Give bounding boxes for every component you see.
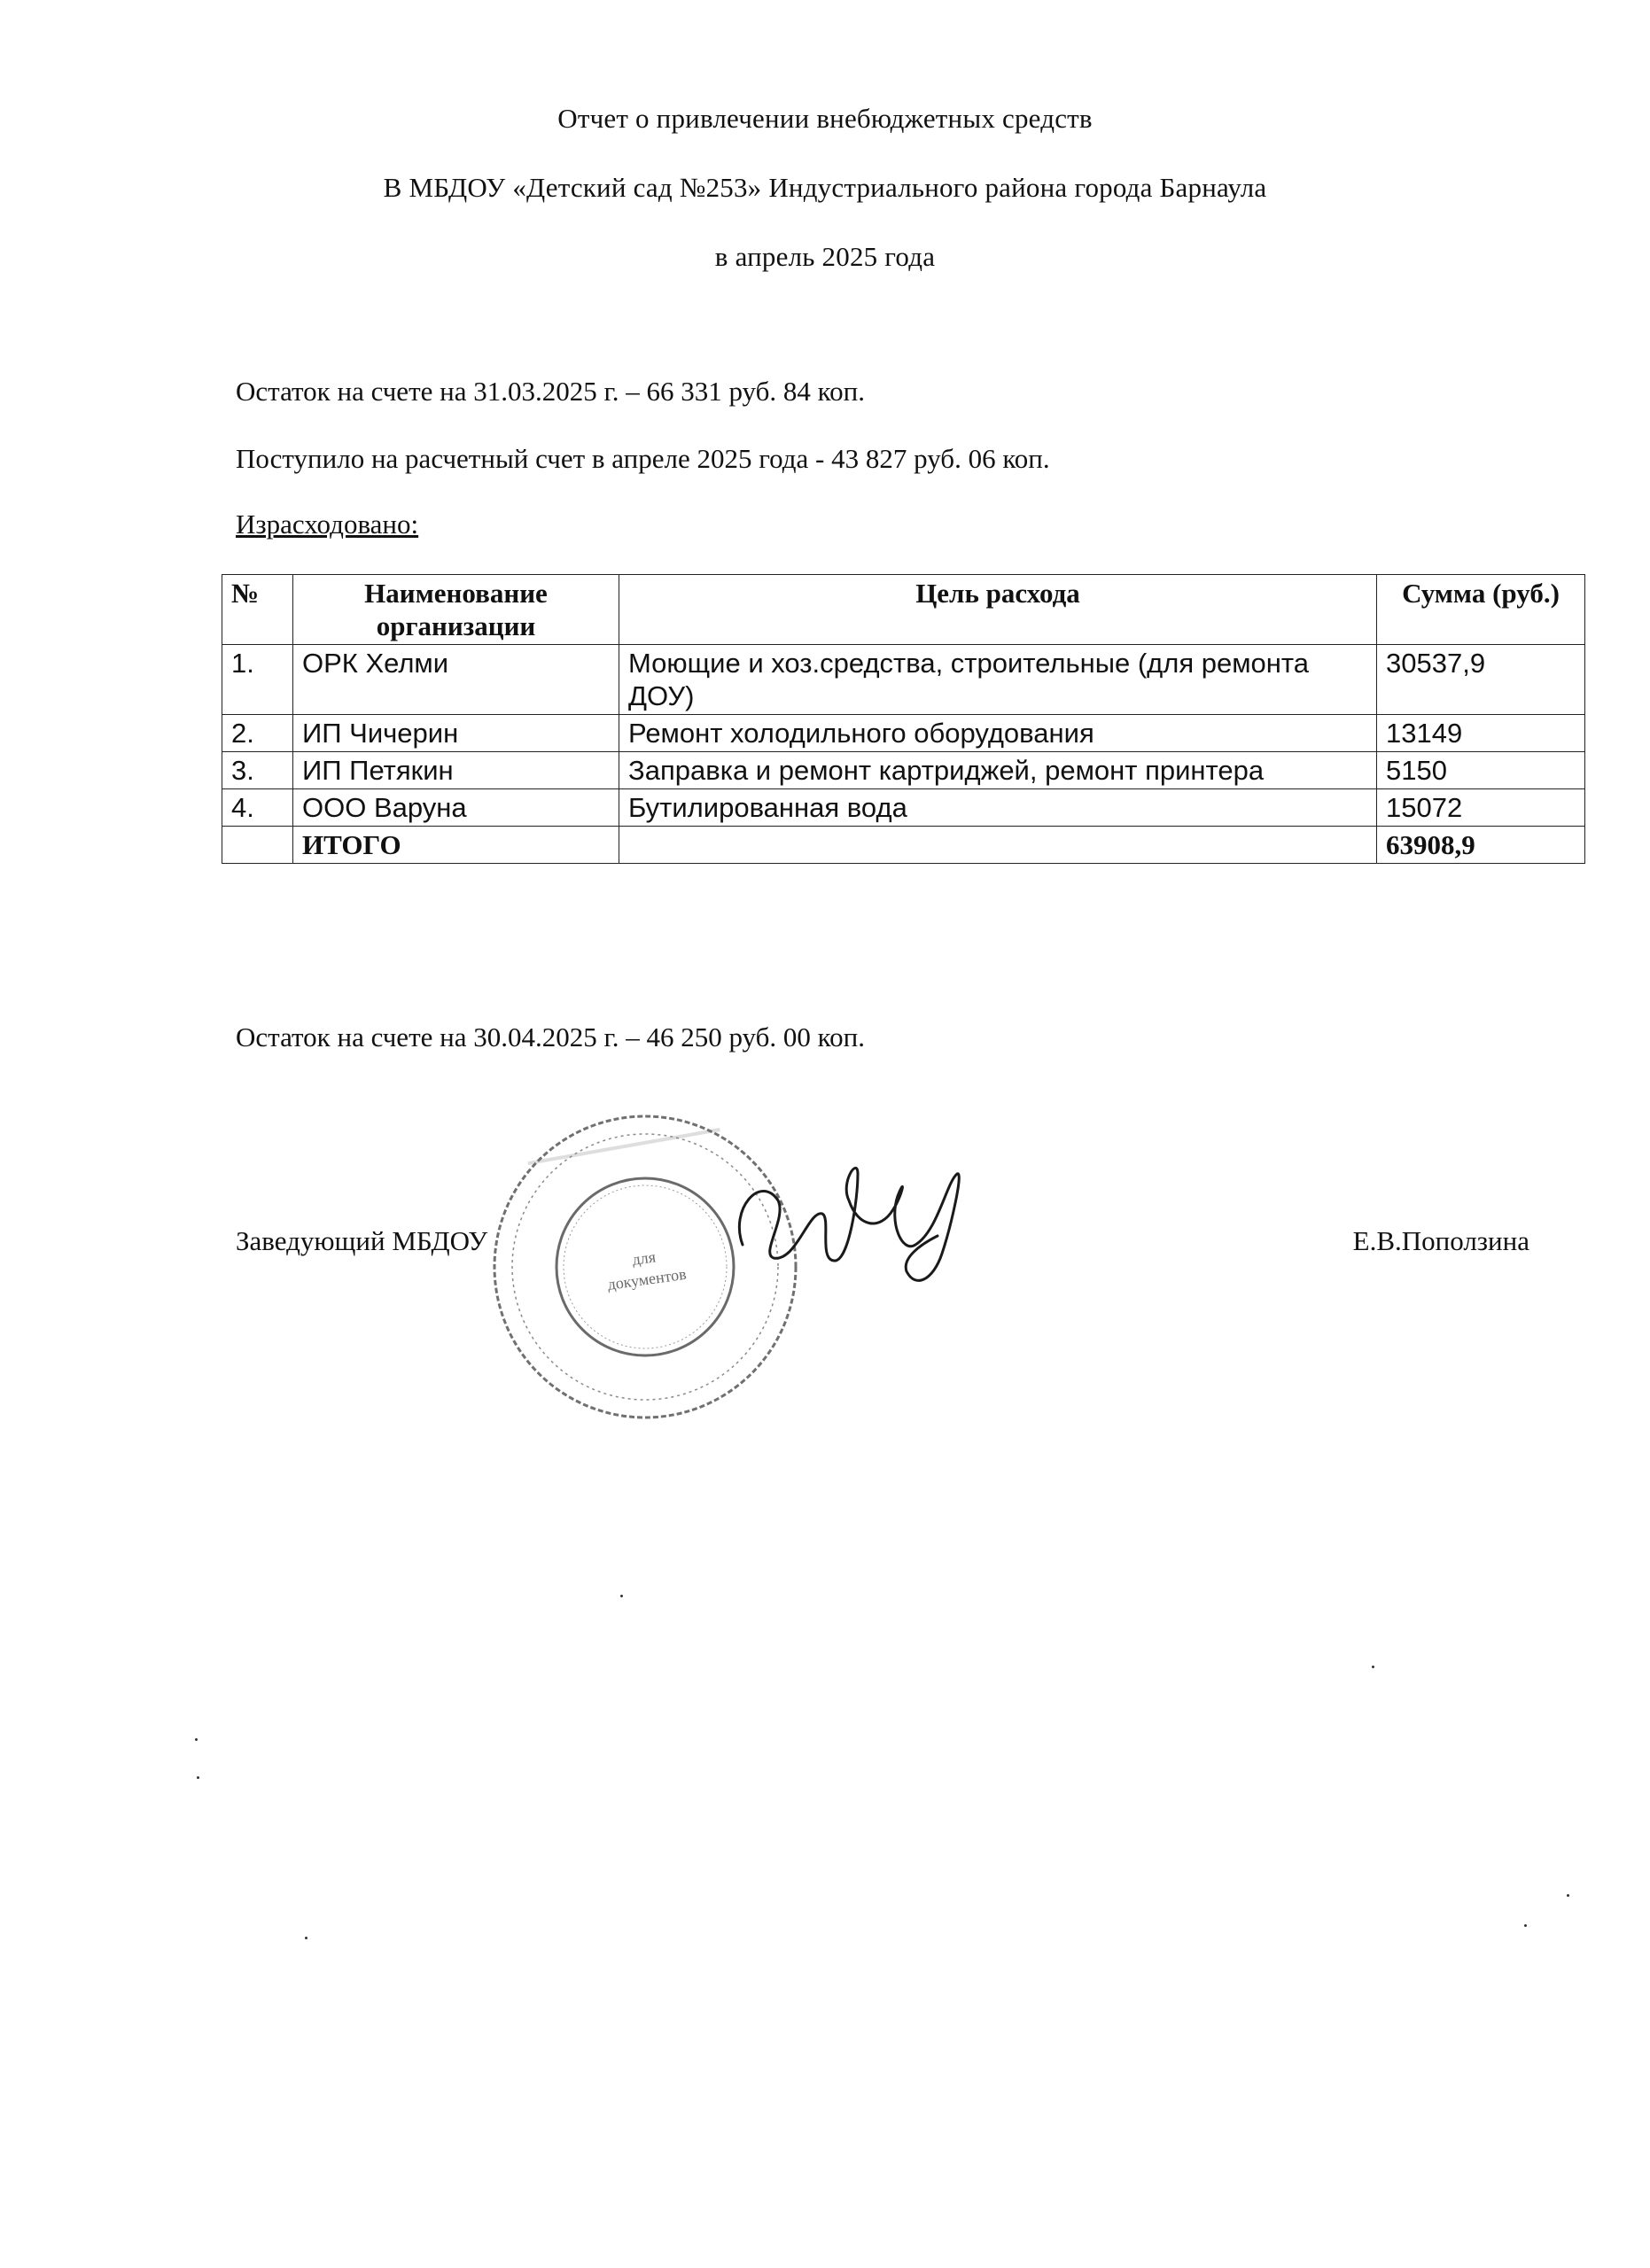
header-purpose: Цель расхода [619, 575, 1377, 645]
table-row [222, 645, 1585, 715]
signer-name: Е.В.Поползина [1352, 1225, 1529, 1256]
total-sum: 63908,9 [1377, 827, 1585, 864]
handwritten-signature-icon [725, 1147, 973, 1298]
row-sum: 13149 [1377, 715, 1585, 752]
received-amount: Поступило на расчетный счет в апреле 2025 года - 43 827 руб. 06 коп. [236, 443, 1050, 474]
table-row [222, 752, 1585, 789]
row-purpose: Ремонт холодильного оборудования [619, 715, 1377, 752]
header-org: Наименование организации [293, 575, 619, 645]
table-row [222, 789, 1585, 827]
table-row [222, 715, 1585, 752]
row-org: ИП Петякин [293, 752, 619, 789]
header-sum: Сумма (руб.) [1377, 575, 1585, 645]
scan-speck-icon [620, 1595, 623, 1597]
scan-speck-icon [1567, 1894, 1569, 1897]
spent-label: Израсходовано: [236, 509, 419, 540]
balance-end: Остаток на счете на 30.04.2025 г. – 46 250 руб. 00 коп. [236, 1021, 865, 1052]
row-num: 2. [222, 715, 293, 752]
report-organization: В МБДОУ «Детский сад №253» Индустриального района города Барнаула [383, 172, 1267, 203]
row-org: ООО Варуна [293, 789, 619, 827]
row-num: 4. [222, 789, 293, 827]
scan-speck-icon [195, 1738, 198, 1741]
report-title: Отчет о привлечении внебюджетных средств [557, 103, 1093, 134]
row-num: 1. [222, 645, 293, 715]
scan-speck-icon [305, 1937, 307, 1939]
row-sum: 15072 [1377, 789, 1585, 827]
row-purpose: Бутилированная вода [619, 789, 1377, 827]
table-header-row [222, 575, 1585, 645]
table-total-row [222, 827, 1585, 864]
svg-text:документов: документов [606, 1264, 688, 1293]
row-num: 3. [222, 752, 293, 789]
row-org: ОРК Хелми [293, 645, 619, 715]
scan-speck-icon [1524, 1924, 1527, 1927]
total-label: ИТОГО [293, 827, 619, 864]
row-purpose: Заправка и ремонт картриджей, ремонт принтера [619, 752, 1377, 789]
row-org: ИП Чичерин [293, 715, 619, 752]
scan-speck-icon [197, 1776, 199, 1779]
row-purpose: Моющие и хоз.средства, строительные (для ремонта ДОУ) [619, 645, 1377, 715]
report-period: в апрель 2025 года [714, 241, 936, 272]
svg-text:для: для [631, 1247, 658, 1269]
balance-start: Остаток на счете на 31.03.2025 г. – 66 331 руб. 84 коп. [236, 376, 865, 407]
header-num: № [222, 575, 293, 645]
row-sum: 5150 [1377, 752, 1585, 789]
scan-speck-icon [1372, 1666, 1374, 1668]
row-sum: 30537,9 [1377, 645, 1585, 715]
signer-position: Заведующий МБДОУ [236, 1225, 488, 1256]
expenses-table [222, 574, 1585, 864]
total-num-cell [222, 827, 293, 864]
total-purpose-cell [619, 827, 1377, 864]
